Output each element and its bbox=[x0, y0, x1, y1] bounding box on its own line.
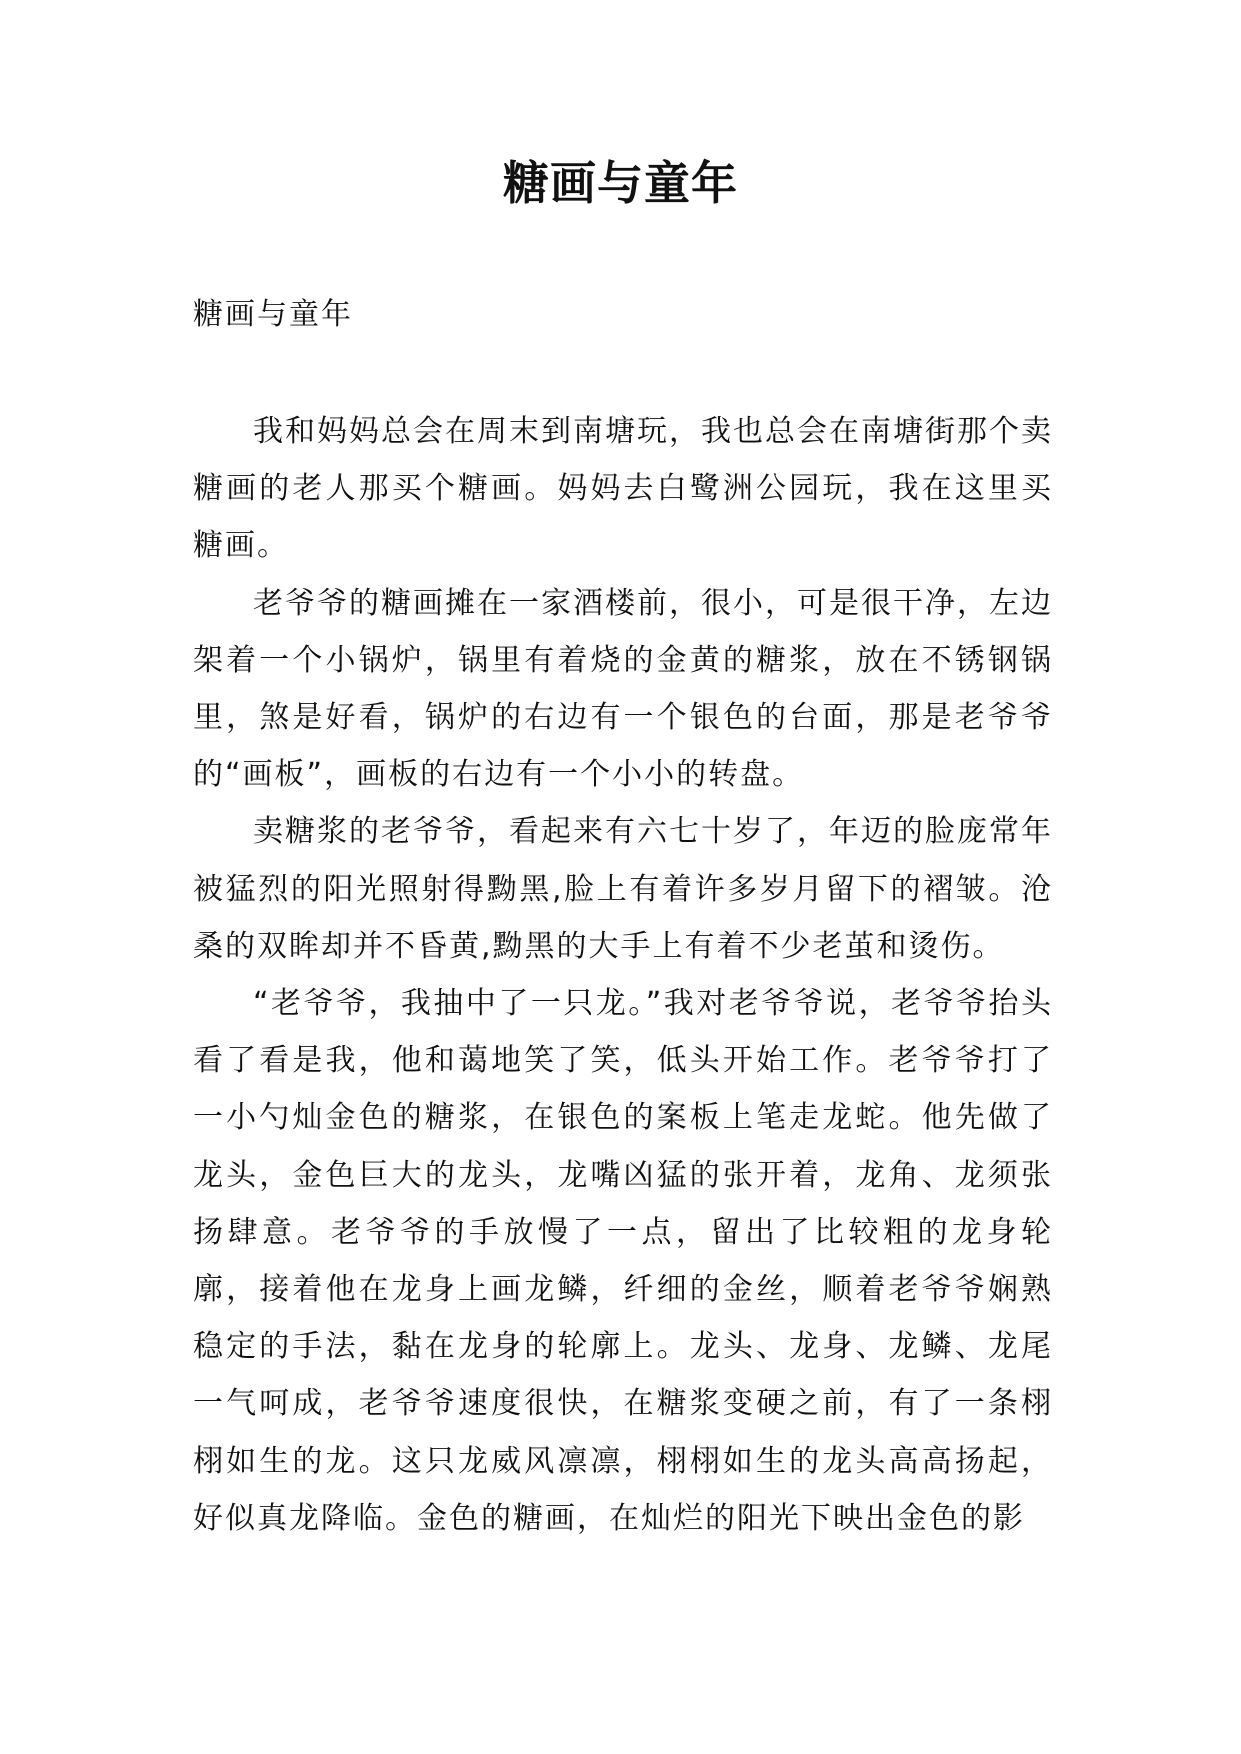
paragraph: “老爷爷，我抽中了一只龙。”我对老爷爷说，老爷爷抬头看了看是我，他和蔼地笑了笑，低头开始工作。老爷爷打了一小勺灿金色的糖浆，在银色的案板上笔走龙蛇。他先做了龙头，金色巨大的龙头，龙嘴凶猛的张开着，龙角、龙须张扬肆意。老爷爷的手放慢了一点，留出了比较粗的龙身轮廓，接着他在龙身上画龙鳞，纤细的金丝，顺着老爷爷娴熟稳定的手法，黏在龙身的轮廓上。龙头、龙身、龙鳞、龙尾一气呵成，老爷爷速度很快，在糖浆变硬之前，有了一条栩栩如生的龙。这只龙威风凛凛，栩栩如生的龙头高高扬起，好似真龙降临。金色的糖画，在灿烂的阳光下映出金色的影 bbox=[193, 986, 1053, 1536]
paragraph: 我和妈妈总会在周末到南塘玩，我也总会在南塘街那个卖糖画的老人那买个糖画。妈妈去白鹭洲公园玩，我在这里买糖画。 bbox=[193, 414, 1053, 564]
document-title: 糖画与童年 bbox=[503, 156, 738, 210]
document-subtitle: 糖画与童年 bbox=[193, 297, 353, 332]
document-body bbox=[193, 403, 1053, 1547]
paragraph: 卖糖浆的老爷爷，看起来有六七十岁了，年迈的脸庞常年被猛烈的阳光照射得黝黑,脸上有着许多岁月留下的褶皱。沧桑的双眸却并不昏黄,黝黑的大手上有着不少老茧和烫伤。 bbox=[193, 814, 1053, 964]
paragraph: 老爷爷的糖画摊在一家酒楼前，很小，可是很干净，左边架着一个小锅炉，锅里有着烧的金黄的糖浆，放在不锈钢锅里，煞是好看，锅炉的右边有一个银色的台面，那是老爷爷的“画板”，画板的右边有一个小小的转盘。 bbox=[193, 585, 1053, 793]
